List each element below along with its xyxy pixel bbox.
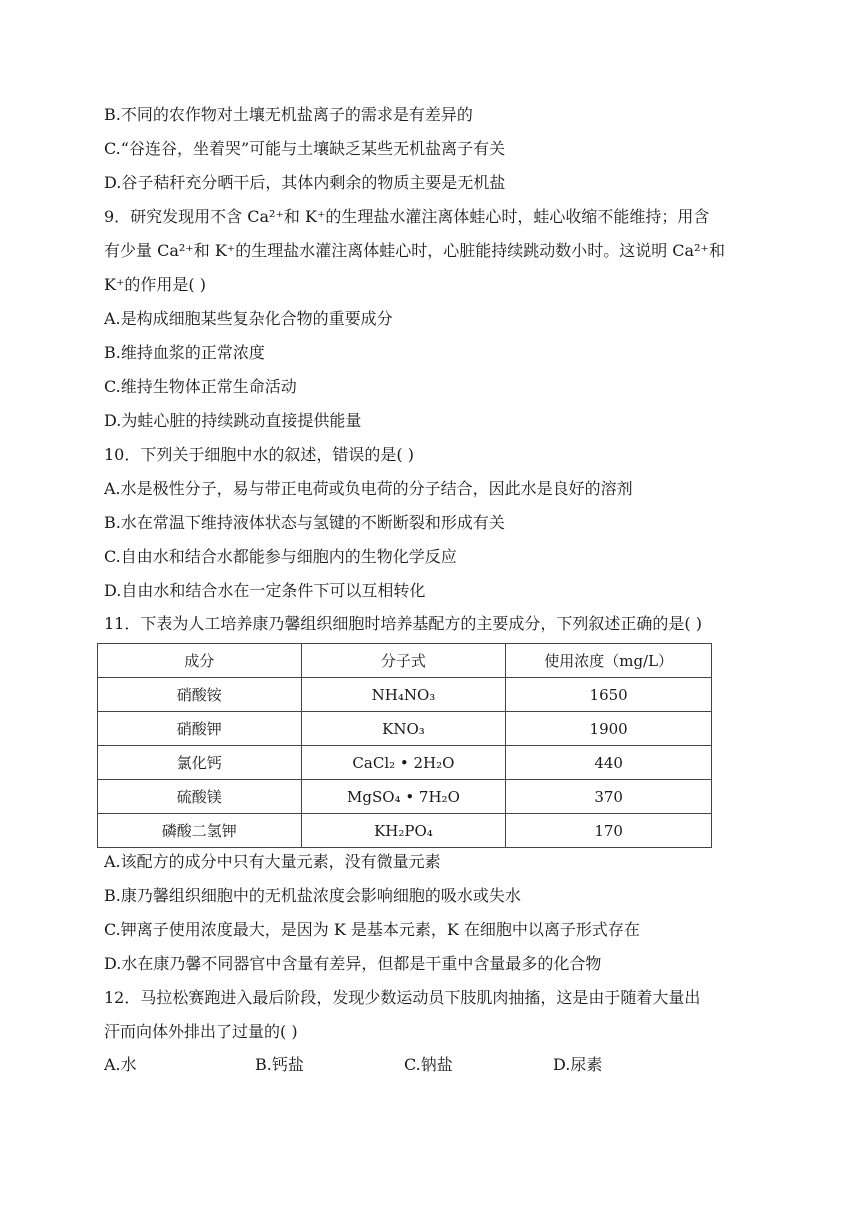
row-concentration: 440 [506,746,712,780]
q9-stem-line-1: 9．研究发现用不含 Ca²⁺和 K⁺的生理盐水灌注离体蛙心时，蛙心收缩不能维持；用含 [104,207,710,226]
q9-option-b: B.维持血浆的正常浓度 [104,343,265,362]
row-formula: CaCl₂ • 2H₂O [301,746,506,780]
q9-option-a: A.是构成细胞某些复杂化合物的重要成分 [104,309,393,328]
q11-stem: 11．下表为人工培养康乃馨组织细胞时培养基配方的主要成分，下列叙述正确的是( ) [104,614,702,633]
q9-stem-line-3: K⁺的作用是( ) [104,275,206,294]
table-header-row [98,644,712,678]
q10-option-a: A.水是极性分子，易与带正电荷或负电荷的分子结合，因此水是良好的溶剂 [104,479,633,498]
q10-option-d: D.自由水和结合水在一定条件下可以互相转化 [104,581,426,600]
table-row [98,678,712,712]
q10-option-c: C.自由水和结合水都能参与细胞内的生物化学反应 [104,547,457,566]
q11-option-d: D.水在康乃馨不同器官中含量有差异，但都是干重中含量最多的化合物 [104,954,602,973]
q10-option-b: B.水在常温下维持液体状态与氢键的不断断裂和形成有关 [104,513,505,532]
q11-option-b: B.康乃馨组织细胞中的无机盐浓度会影响细胞的吸水或失水 [104,886,521,905]
q12-stem-line-1: 12．马拉松赛跑进入最后阶段，发现少数运动员下肢肌肉抽搐，这是由于随着大量出 [104,988,701,1007]
row-formula: NH₄NO₃ [301,678,506,712]
q12-option-a: A.水 [104,1055,137,1074]
table-row [98,746,712,780]
table-header-formula: 分子式 [301,644,506,678]
table-row [98,814,712,848]
medium-recipe-table [97,643,712,848]
row-formula: KH₂PO₄ [301,814,506,848]
q12-option-c: C.钠盐 [404,1055,453,1074]
table-header-concentration: 使用浓度（mg/L） [506,644,712,678]
q10-stem: 10．下列关于细胞中水的叙述，错误的是( ) [104,445,414,464]
q9-option-d: D.为蛙心脏的持续跳动直接提供能量 [104,411,362,430]
table-row [98,712,712,746]
table-row [98,780,712,814]
table-header-component: 成分 [98,644,302,678]
q8-option-c: C.“谷连谷，坐着哭”可能与土壤缺乏某些无机盐离子有关 [104,139,506,158]
row-component: 硝酸钾 [98,712,302,746]
q12-stem-line-2: 汗而向体外排出了过量的( ) [104,1022,298,1041]
q12-option-d: D.尿素 [553,1055,603,1074]
q8-option-b: B.不同的农作物对土壤无机盐离子的需求是有差异的 [104,105,473,124]
row-concentration: 370 [506,780,712,814]
q8-option-d: D.谷子秸秆充分晒干后，其体内剩余的物质主要是无机盐 [104,173,506,192]
row-component: 硫酸镁 [98,780,302,814]
row-concentration: 1650 [506,678,712,712]
q9-option-c: C.维持生物体正常生命活动 [104,377,297,396]
row-formula: KNO₃ [301,712,506,746]
row-component: 硝酸铵 [98,678,302,712]
q12-option-b: B.钙盐 [255,1055,304,1074]
row-component: 氯化钙 [98,746,302,780]
row-concentration: 170 [506,814,712,848]
q9-stem-line-2: 有少量 Ca²⁺和 K⁺的生理盐水灌注离体蛙心时，心脏能持续跳动数小时。这说明 Ca²⁺和 [104,241,725,260]
row-component: 磷酸二氢钾 [98,814,302,848]
q11-option-c: C.钾离子使用浓度最大，是因为 K 是基本元素，K 在细胞中以离子形式存在 [104,920,640,939]
q11-option-a: A.该配方的成分中只有大量元素，没有微量元素 [104,852,441,871]
row-formula: MgSO₄ • 7H₂O [301,780,506,814]
row-concentration: 1900 [506,712,712,746]
